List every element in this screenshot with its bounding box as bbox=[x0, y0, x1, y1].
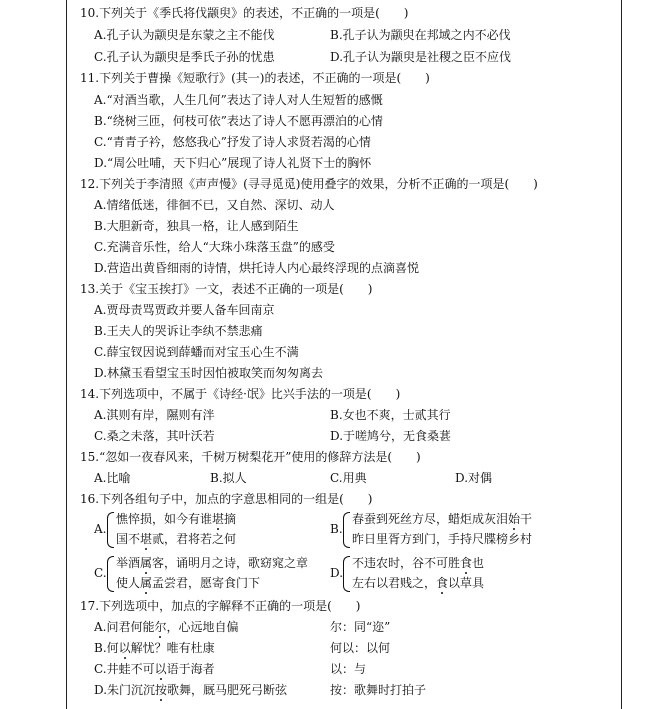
q10-option-c[interactable]: C.孔子认为颛臾是季氏子孙的忧患 bbox=[94, 50, 275, 64]
dotted-char: 属 bbox=[140, 576, 153, 590]
q17-stem: 17.下列选项中，加点的字解释不正确的一项是( ) bbox=[80, 599, 361, 613]
dotted-char: 食 bbox=[460, 556, 473, 570]
q17-option-c[interactable]: C.井蛙不可以语于海者 bbox=[94, 662, 215, 676]
q16-option-d[interactable] bbox=[330, 556, 630, 594]
q17-gloss-a: 尔：同“迩” bbox=[330, 620, 391, 634]
q15-option-a[interactable]: A.比喻 bbox=[94, 471, 131, 485]
dotted-char: 堪 bbox=[140, 532, 153, 546]
dotted-char: 堪 bbox=[212, 512, 225, 526]
q12-option-c[interactable]: C.充满音乐性，给人“大珠小珠落玉盘”的感受 bbox=[94, 240, 335, 254]
q16-option-a-line1: 憔悴损，如今有谁堪摘 bbox=[116, 512, 237, 526]
dotted-char: 以 bbox=[154, 662, 167, 676]
q16-option-c-line2: 使人属孟尝君，愿寄食门下 bbox=[116, 576, 261, 590]
q16-option-d-line1: 不违农时，谷不可胜食也 bbox=[352, 556, 485, 570]
q10-stem: 10.下列关于《季氏将伐颛臾》的表述，不正确的一项是( ) bbox=[80, 6, 409, 20]
q16-option-b[interactable] bbox=[330, 512, 630, 550]
dotted-char: 按 bbox=[155, 683, 168, 697]
brace-icon bbox=[107, 512, 114, 548]
q17-gloss-d: 按：歌舞时打拍子 bbox=[330, 683, 427, 697]
dotted-char: 尔 bbox=[154, 620, 167, 634]
q14-option-c[interactable]: C.桑之未落，其叶沃若 bbox=[94, 429, 215, 443]
q12-option-d[interactable]: D.营造出黄昏细雨的诗情，烘托诗人内心最终浮现的点滴喜悦 bbox=[94, 261, 420, 275]
q10-option-a[interactable]: A.孔子认为颛臾是东蒙之主不能伐 bbox=[94, 28, 275, 42]
dotted-char: 以 bbox=[118, 641, 131, 655]
q11-option-d[interactable]: D.“周公吐哺，天下归心”展现了诗人礼贤下士的胸怀 bbox=[94, 156, 372, 170]
q16-stem: 16.下列各组句子中，加点的字意思相同的一组是( ) bbox=[80, 492, 373, 506]
brace-icon bbox=[107, 556, 114, 592]
q16-option-d-letter: D. bbox=[330, 566, 344, 580]
q16-option-a-letter: A. bbox=[94, 522, 107, 536]
q16-option-c-letter: C. bbox=[94, 566, 107, 580]
q13-option-a[interactable]: A.贾母责骂贾政并要人备车回南京 bbox=[94, 303, 275, 317]
q16-option-a[interactable] bbox=[94, 512, 324, 550]
q12-option-a[interactable]: A.情绪低迷，徘徊不已，又自然、深切、动人 bbox=[94, 198, 335, 212]
brace-icon bbox=[343, 512, 350, 548]
q11-option-a[interactable]: A.“对酒当歌，人生几何”表达了诗人对人生短暂的感慨 bbox=[94, 93, 383, 107]
q16-option-d-line2: 左右以君贱之，食以草具 bbox=[352, 576, 485, 590]
q13-stem: 13.关于《宝玉挨打》一文，表述不正确的一项是( ) bbox=[80, 282, 373, 296]
q10-option-d[interactable]: D.孔子认为颛臾是社稷之臣不应伐 bbox=[330, 50, 512, 64]
q14-stem: 14.下列选项中，不属于《诗经·氓》比兴手法的一项是( ) bbox=[80, 387, 401, 401]
q16-option-a-line2: 国不堪贰，君将若之何 bbox=[116, 532, 237, 546]
q16-option-b-line2: 昨日里胥方到门，手持尺牒榜乡村 bbox=[352, 532, 533, 546]
dotted-char: 属 bbox=[140, 556, 153, 570]
q14-option-b[interactable]: B.女也不爽，士贰其行 bbox=[330, 408, 451, 422]
q15-option-d[interactable]: D.对偶 bbox=[455, 471, 493, 485]
q17-option-d[interactable]: D.朱门沉沉按歌舞，厩马肥死弓断弦 bbox=[94, 683, 288, 697]
q13-option-c[interactable]: C.薛宝钗因说到薛蟠而对宝玉心生不满 bbox=[94, 345, 299, 359]
q17-option-b[interactable]: B.何以解忧？唯有杜康 bbox=[94, 641, 215, 655]
q12-stem: 12.下列关于李清照《声声慢》(寻寻觅觅)使用叠字的效果，分析不正确的一项是( ) bbox=[80, 177, 538, 191]
q15-option-b[interactable]: B.拟人 bbox=[210, 471, 247, 485]
q16-option-c-line1: 举酒属客，诵明月之诗，歌窈窕之章 bbox=[116, 556, 309, 570]
q13-option-b[interactable]: B.王夫人的哭诉让李纨不禁悲痛 bbox=[94, 324, 263, 338]
q16-option-b-line1: 春蚕到死丝方尽，蜡炬成灰泪始干 bbox=[352, 512, 533, 526]
q16-option-c[interactable] bbox=[94, 556, 324, 594]
q14-option-d[interactable]: D.于嗟鸠兮，无食桑葚 bbox=[330, 429, 452, 443]
dotted-char: 食 bbox=[436, 576, 449, 590]
q14-option-a[interactable]: A.淇则有岸，隰则有泮 bbox=[94, 408, 215, 422]
brace-icon bbox=[343, 556, 350, 592]
q17-gloss-b: 何以：以何 bbox=[330, 641, 391, 655]
q13-option-d[interactable]: D.林黛玉看望宝玉时因怕被取笑而匆匆离去 bbox=[94, 366, 324, 380]
q11-option-c[interactable]: C.“青青子衿，悠悠我心”抒发了诗人求贤若渴的心情 bbox=[94, 135, 371, 149]
q17-gloss-c: 以：与 bbox=[330, 662, 367, 676]
q11-option-b[interactable]: B.“绕树三匝，何枝可依”表达了诗人不愿再漂泊的心情 bbox=[94, 114, 383, 128]
q16-option-b-letter: B. bbox=[330, 522, 343, 536]
q15-stem: 15.“忽如一夜春风来，千树万树梨花开”使用的修辞方法是( ) bbox=[80, 450, 421, 464]
q11-stem: 11.下列关于曹操《短歌行》(其一)的表述，不正确的一项是( ) bbox=[80, 71, 430, 85]
dotted-char: 始 bbox=[508, 512, 521, 526]
q17-option-a[interactable]: A.问君何能尔，心远地自偏 bbox=[94, 620, 239, 634]
q10-option-b[interactable]: B.孔子认为颛臾在邦域之内不必伐 bbox=[330, 28, 511, 42]
q15-option-c[interactable]: C.用典 bbox=[330, 471, 367, 485]
q12-option-b[interactable]: B.大胆新奇，独具一格，让人感到陌生 bbox=[94, 219, 299, 233]
